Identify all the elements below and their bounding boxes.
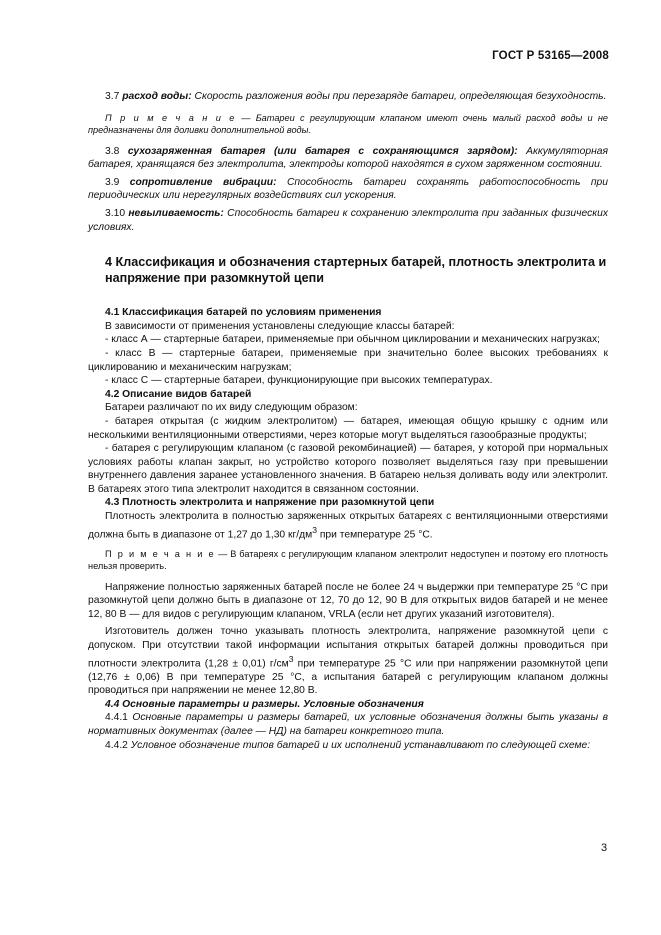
list-item: - батарея открытая (с жидким электролитом) — батарея, имеющая общую крышку с одним или несколькими вентиляционными отверстиями, через которые могут выделяться газообразные продукты; <box>88 415 608 441</box>
definition-text: Способность батареи сохранять работоспособность при периодических или нерегулярных воздействиях сил ускорения. <box>88 176 608 202</box>
paragraph-4-4-2 <box>88 739 608 753</box>
paragraph: В зависимости от применения установлены следующие классы батарей: <box>105 320 455 332</box>
clause-number: 4.4.1 <box>105 712 128 724</box>
text-part: Изготовитель должен точно указывать плотность электролита, напряжение разомкнутой цепи с допуском. При отсутствии такой информации испытания открытых батарей должны проводиться при плотности электролита (1,28 ± 0,01) г/см <box>88 626 608 670</box>
definition-text: Аккумуляторная батарея, хранящаяся без электролита, электроды которой находятся в сухом заряженном состоянии. <box>88 145 608 171</box>
paragraph: Напряжение полностью заряженных батарей после не более 24 ч выдержки при температуре 25 °С при разомкнутой цепи должно быть в диапазоне от 12, 70 до 12, 90 В для открытых видов батарей и не менее 12, 80 В — для видов с регулирующим клапаном, VRLA (если нет других указаний изготовителя). <box>88 581 608 620</box>
clause-number: 3.10 <box>105 207 126 219</box>
page-content <box>88 90 608 752</box>
list-item: - класс В — стартерные батареи, применяемые при значительно более высоких требованиях к циклированию и механическим нагрузкам; <box>88 347 608 373</box>
definition-text: Скорость разложения воды при перезаряде батареи, определяющая безуходность. <box>194 91 607 102</box>
note-label: П р и м е ч а н и е <box>105 548 216 559</box>
paragraph <box>88 510 608 542</box>
superscript: 3 <box>288 653 294 664</box>
definition-text: Способность батареи к сохранению электролита при заданных физических условиях. <box>88 207 608 233</box>
subsection-4-3-title: 4.3 Плотность электролита и напряжение при разомкнутой цепи <box>105 497 435 509</box>
paragraph-4-4-1 <box>88 711 608 738</box>
superscript: 3 <box>312 524 317 535</box>
paragraph: Батареи различают по их виду следующим образом: <box>105 402 358 414</box>
clause-number: 3.7 <box>105 91 120 102</box>
list-item: - класс А — стартерные батареи, применяемые при обычном циклировании и механических нагрузках; <box>105 334 601 346</box>
term: расход воды: <box>122 91 192 102</box>
subsection-4-4-title: 4.4 Основные параметры и размеры. Условные обозначения <box>105 698 424 710</box>
note-3-7 <box>88 112 608 137</box>
term: сопротивление вибрации: <box>129 176 277 188</box>
text-part: Условное обозначение типов батарей и их исполнений устанавливают по следующей схеме: <box>127 739 591 751</box>
clause-number: 4.4.2 <box>105 739 128 751</box>
definition-3-7 <box>88 90 608 104</box>
text-part: Плотность электролита в полностью заряженных открытых батареях с вентиляционными отверстиями должна быть в диапазоне от 1,27 до 1,30 кг/дм <box>88 511 608 541</box>
term: сухозаряженная батарея (или батарея с сохраняющимся зарядом): <box>127 145 518 157</box>
note-4-3 <box>88 548 608 573</box>
note-text: — В батареях с регулирующим клапаном электролит недоступен и поэтому его плотность нельзя проверить. <box>88 548 608 572</box>
list-item: - класс С — стартерные батареи, функционирующие при высоких температурах. <box>105 375 493 387</box>
page-number: 3 <box>601 842 608 854</box>
definition-3-10 <box>88 207 608 234</box>
text-part: при температуре 25 °С. <box>317 529 433 541</box>
note-label: П р и м е ч а н и е <box>105 112 237 123</box>
definition-3-8 <box>88 145 608 172</box>
clause-number: 3.8 <box>105 145 120 157</box>
note-text: — Батареи с регулирующим клапаном имеют очень малый расход воды и не предназначены для доливки дополнительной воды. <box>88 112 608 136</box>
standard-header: ГОСТ Р 53165—2008 <box>492 50 609 62</box>
text-part: при температуре 25 °С или при напряжении разомкнутой цепи (12,76 ± 0,06) В при температуре 25 °С, а испытания батарей с регулирующим клапаном должны проводиться при напряжении не менее 12,80 В. <box>88 658 608 697</box>
subsection-4-1-title: 4.1 Классификация батарей по условиям применения <box>105 307 382 319</box>
list-item: - батарея с регулирующим клапаном (с газовой рекомбинацией) — батарея, у которой при нормальных условиях работы клапан закрыт, но устройство которого позволяет выделяться газу при превышении внутреннего давления заранее установленного значения. В батарею нельзя доливать воду или электролит. В батареях этого типа электролит находится в связанном состоянии. <box>88 443 608 495</box>
term: невыливаемость: <box>128 207 224 219</box>
definition-3-9 <box>88 176 608 203</box>
section-4-heading: 4 Классификация и обозначения стартерных батарей, плотность электролита и напряжение при разомкнутой цепи <box>105 255 607 286</box>
text-part: Основные параметры и размеры батарей, их условные обозначения должны быть указаны в нормативных документах (далее — НД) на батареи конкретного типа. <box>88 712 608 738</box>
subsection-4-2-title: 4.2 Описание видов батарей <box>105 388 252 400</box>
clause-number: 3.9 <box>105 176 120 188</box>
paragraph <box>88 625 608 697</box>
